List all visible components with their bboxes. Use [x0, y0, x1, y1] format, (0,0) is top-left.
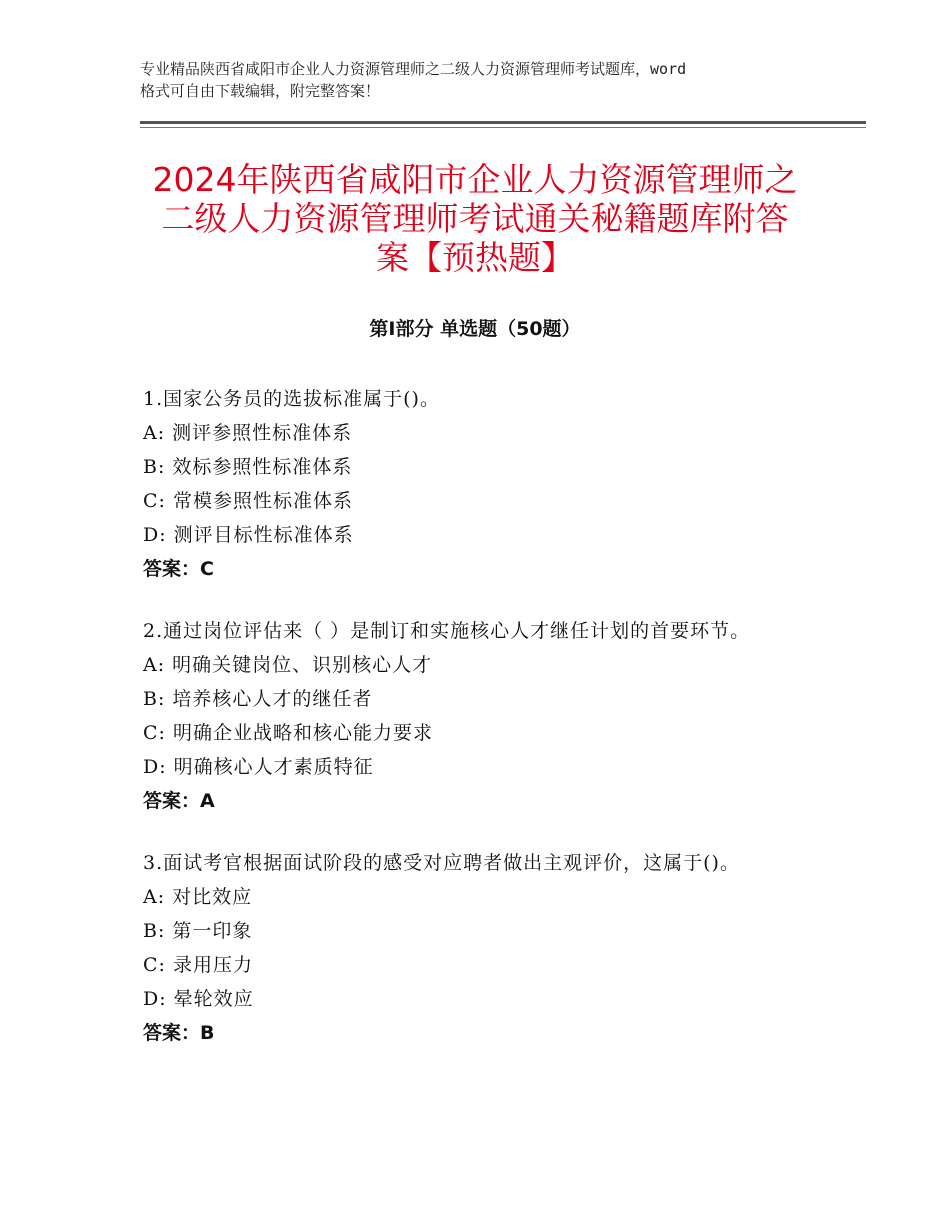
section-heading: 第Ⅰ部分 单选题（50题） — [369, 318, 581, 340]
question-option-b: B: 效标参照性标准体系 — [143, 456, 353, 478]
question-option-a: A: 明确关键岗位、识别核心人才 — [143, 654, 433, 676]
question-option-d: D: 明确核心人才素质特征 — [143, 756, 374, 778]
header-divider — [140, 121, 866, 124]
document-title — [130, 160, 820, 277]
question-option-d: D: 晕轮效应 — [143, 988, 254, 1010]
question-item — [143, 846, 863, 1050]
question-answer: 答案：B — [143, 1022, 215, 1044]
header-note — [140, 58, 830, 102]
question-stem: 3.面试考官根据面试阶段的感受对应聘者做出主观评价，这属于()。 — [143, 852, 740, 874]
question-stem: 1.国家公务员的选拔标准属于()。 — [143, 388, 440, 410]
question-item — [143, 382, 863, 586]
document-title-line-1: 2024年陕西省咸阳市企业人力资源管理师之 — [152, 160, 798, 199]
question-answer: 答案：C — [143, 558, 214, 580]
header-note-line-1: 专业精品陕西省咸阳市企业人力资源管理师之二级人力资源管理师考试题库，word — [140, 60, 687, 78]
question-list — [143, 382, 863, 1078]
question-option-c: C: 明确企业战略和核心能力要求 — [143, 722, 433, 744]
document-title-line-3: 案【预热题】 — [376, 238, 574, 277]
question-option-b: B: 培养核心人才的继任者 — [143, 688, 373, 710]
question-stem: 2.通过岗位评估来（ ）是制订和实施核心人才继任计划的首要环节。 — [143, 620, 751, 642]
question-option-d: D: 测评目标性标准体系 — [143, 524, 354, 546]
question-option-a: A: 测评参照性标准体系 — [143, 422, 353, 444]
header-note-line-2: 格式可自由下载编辑，附完整答案！ — [140, 82, 381, 100]
question-option-c: C: 常模参照性标准体系 — [143, 490, 353, 512]
document-title-line-2: 二级人力资源管理师考试通关秘籍题库附答 — [161, 199, 789, 238]
question-item — [143, 614, 863, 818]
question-option-a: A: 对比效应 — [143, 886, 253, 908]
question-option-b: B: 第一印象 — [143, 920, 253, 942]
question-option-c: C: 录用压力 — [143, 954, 253, 976]
question-answer: 答案：A — [143, 790, 215, 812]
